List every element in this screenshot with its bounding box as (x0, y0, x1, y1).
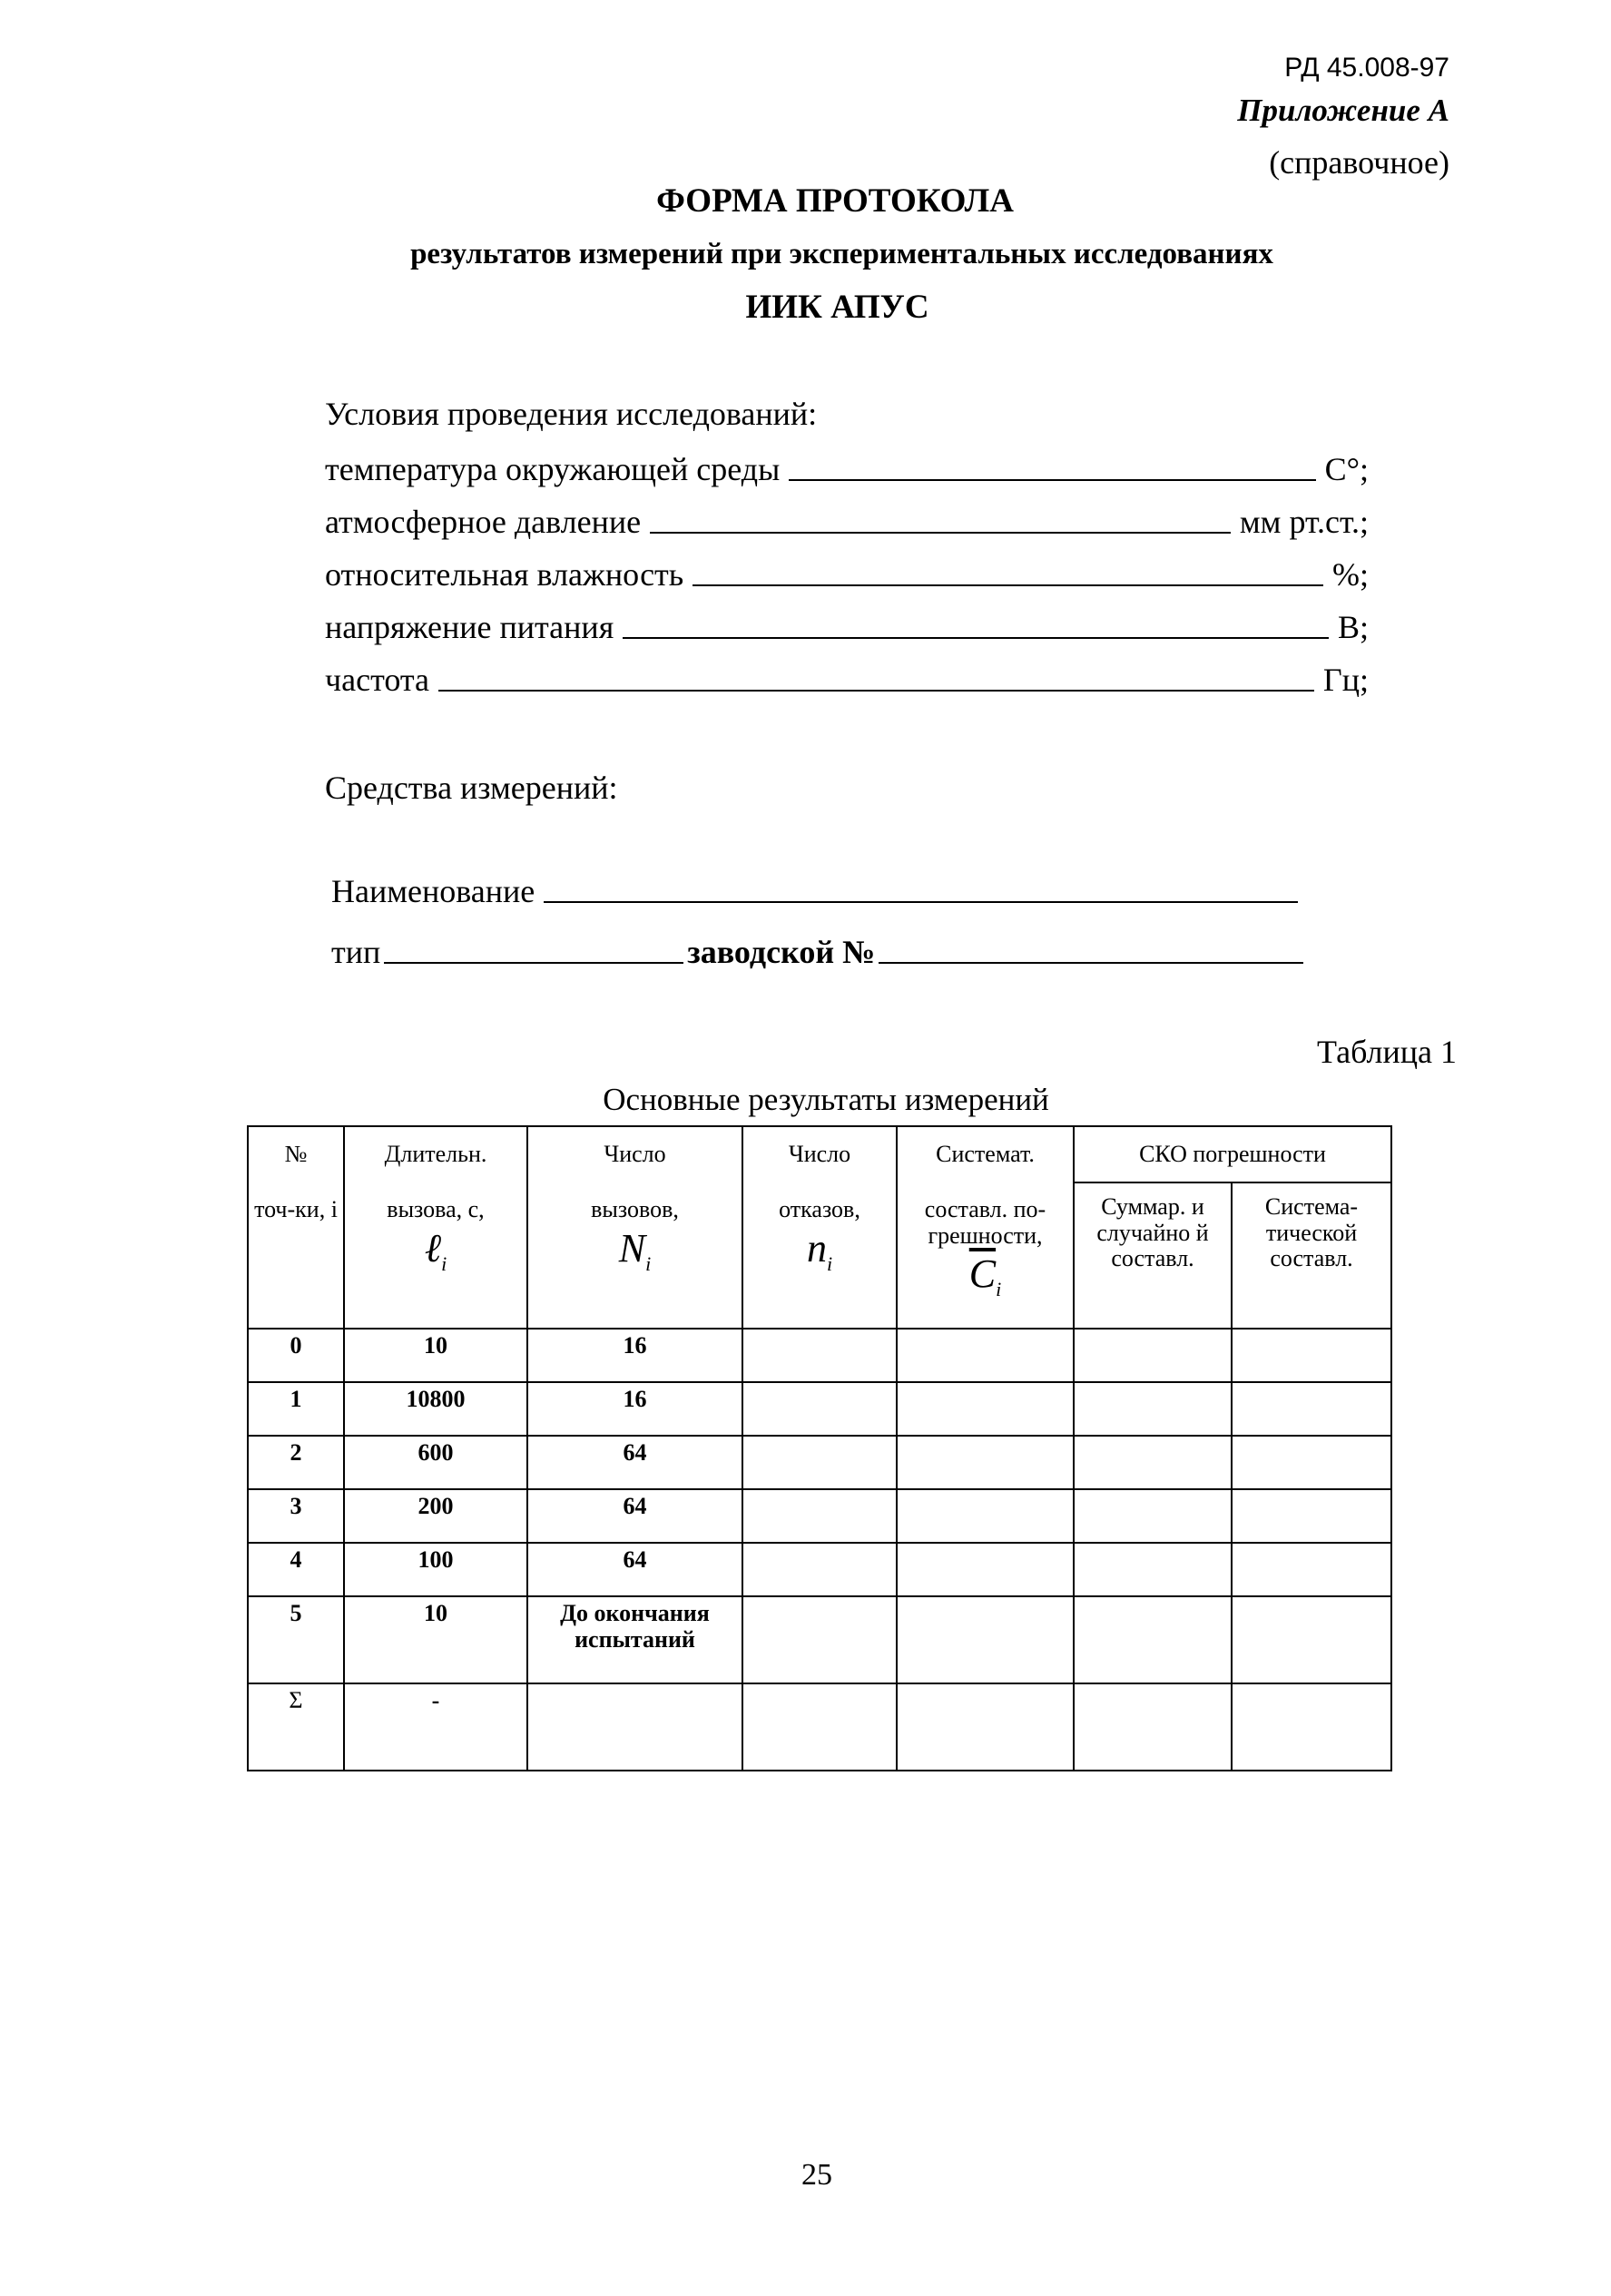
table-header-row (248, 1126, 1391, 1182)
cell-point: 0 (248, 1329, 344, 1382)
failures-symbol: $n_i$ (806, 1225, 833, 1275)
table-caption: Основные результаты измерений (603, 1082, 1049, 1117)
cell-systematic[interactable] (897, 1382, 1074, 1436)
cell-sko-systematic[interactable] (1232, 1683, 1391, 1771)
voltage-unit: В; (1337, 609, 1369, 645)
cell-calls: 64 (527, 1436, 742, 1489)
cell-point: 4 (248, 1543, 344, 1596)
sko-total-header: Суммар. и случайно й составл. (1074, 1182, 1232, 1329)
cell-duration: 600 (344, 1436, 527, 1489)
table-row (248, 1489, 1391, 1543)
calls-symbol: $N_i$ (618, 1225, 652, 1275)
cell-sko-total[interactable] (1074, 1329, 1232, 1382)
cell-systematic[interactable] (897, 1436, 1074, 1489)
cell-failures[interactable] (742, 1489, 897, 1543)
humidity-unit: %; (1332, 556, 1369, 593)
cell-duration: 10 (344, 1329, 527, 1382)
cell-systematic[interactable] (897, 1543, 1074, 1596)
cell-sko-total[interactable] (1074, 1543, 1232, 1596)
temperature-field[interactable] (325, 445, 1369, 488)
sko-systematic-header: Система-тической составл. (1232, 1182, 1391, 1329)
conditions-heading: Условия проведения исследований: (325, 396, 818, 432)
cell-systematic[interactable] (897, 1596, 1074, 1683)
humidity-label: относительная влажность (325, 556, 684, 593)
page-number: 25 (801, 2158, 832, 2192)
temperature-blank[interactable] (789, 478, 1315, 481)
cell-calls: До окончания испытаний (527, 1596, 742, 1683)
form-title: ФОРМА ПРОТОКОЛА (656, 182, 1014, 220)
frequency-blank[interactable] (438, 689, 1314, 692)
col-point-subheader: точ-ки, i (248, 1182, 344, 1329)
cell-calls: 64 (527, 1489, 742, 1543)
table-row (248, 1436, 1391, 1489)
appendix-label: Приложение А (1237, 93, 1449, 128)
table-row (248, 1382, 1391, 1436)
instrument-name-field[interactable] (331, 867, 1307, 910)
col-point-header: № (248, 1126, 344, 1182)
cell-calls: 64 (527, 1543, 742, 1596)
col-calls-header: Число (527, 1126, 742, 1182)
cell-failures[interactable] (742, 1543, 897, 1596)
cell-duration: 100 (344, 1543, 527, 1596)
form-subtitle: результатов измерений при экспериментальных исследованиях (410, 238, 1273, 270)
cell-sko-total[interactable] (1074, 1382, 1232, 1436)
instrument-name-label: Наименование (331, 873, 535, 909)
temperature-unit: C°; (1324, 451, 1369, 487)
cell-sko-systematic[interactable] (1232, 1329, 1391, 1382)
instrument-type-blank[interactable] (384, 961, 683, 964)
pressure-field[interactable] (325, 497, 1369, 541)
cell-systematic[interactable] (897, 1683, 1074, 1771)
cell-sko-systematic[interactable] (1232, 1382, 1391, 1436)
col-calls-subheader: вызовов, $N_i$ (527, 1182, 742, 1329)
results-table (247, 1125, 1392, 1771)
col-failures-header: Число (742, 1126, 897, 1182)
instrument-type-label: тип (331, 934, 381, 970)
col-systematic-subheader: составл. по-грешности, $\overline{C}_i$ (897, 1182, 1074, 1329)
instrument-name-blank[interactable] (544, 900, 1298, 903)
frequency-unit: Гц; (1322, 662, 1369, 698)
table-row (248, 1596, 1391, 1683)
cell-point: 5 (248, 1596, 344, 1683)
document-code: РД 45.008-97 (1284, 53, 1449, 83)
cell-sko-total[interactable] (1074, 1596, 1232, 1683)
cell-duration: 10 (344, 1596, 527, 1683)
cell-duration: 10800 (344, 1382, 527, 1436)
serial-number-blank[interactable] (879, 961, 1303, 964)
pressure-label: атмосферное давление (325, 504, 642, 540)
cell-sko-systematic[interactable] (1232, 1596, 1391, 1683)
temperature-label: температура окружающей среды (325, 451, 781, 487)
cell-duration: 200 (344, 1489, 527, 1543)
frequency-field[interactable] (325, 655, 1369, 699)
cell-systematic[interactable] (897, 1329, 1074, 1382)
cell-failures[interactable] (742, 1683, 897, 1771)
voltage-field[interactable] (325, 603, 1369, 646)
instruments-heading: Средства измерений: (325, 770, 618, 806)
cell-sko-systematic[interactable] (1232, 1543, 1391, 1596)
cell-failures[interactable] (742, 1596, 897, 1683)
cell-sko-total[interactable] (1074, 1683, 1232, 1771)
table-row (248, 1329, 1391, 1382)
serial-number-label: заводской № (687, 934, 876, 970)
pressure-unit: мм рт.ст.; (1239, 504, 1369, 540)
cell-failures[interactable] (742, 1329, 897, 1382)
col-systematic-header: Системат. (897, 1126, 1074, 1182)
humidity-field[interactable] (325, 550, 1369, 594)
system-name: ИИК АПУС (745, 289, 929, 326)
col-failures-subheader: отказов, $n_i$ (742, 1182, 897, 1329)
frequency-label: частота (325, 662, 429, 698)
pressure-blank[interactable] (650, 531, 1231, 534)
cell-point: 3 (248, 1489, 344, 1543)
cell-failures[interactable] (742, 1382, 897, 1436)
cell-systematic[interactable] (897, 1489, 1074, 1543)
cell-sko-total[interactable] (1074, 1436, 1232, 1489)
cell-point: Σ (248, 1683, 344, 1771)
cell-duration: - (344, 1683, 527, 1771)
humidity-blank[interactable] (693, 584, 1323, 586)
col-duration-subheader: вызова, с, ℓ$_i$ (344, 1182, 527, 1329)
cell-sko-total[interactable] (1074, 1489, 1232, 1543)
cell-failures[interactable] (742, 1436, 897, 1489)
appendix-type: (справочное) (1269, 144, 1449, 181)
cell-sko-systematic[interactable] (1232, 1436, 1391, 1489)
cell-sko-systematic[interactable] (1232, 1489, 1391, 1543)
systematic-symbol: $\overline{C}_i$ (968, 1251, 1002, 1300)
instrument-type-field[interactable] (331, 927, 1307, 971)
table-subheader-row (248, 1182, 1391, 1329)
cell-calls[interactable] (527, 1683, 742, 1771)
cell-calls: 16 (527, 1329, 742, 1382)
col-duration-header: Длительн. (344, 1126, 527, 1182)
cell-calls: 16 (527, 1382, 742, 1436)
table-total-row (248, 1683, 1391, 1771)
table-number: Таблица 1 (1317, 1034, 1457, 1070)
cell-point: 1 (248, 1382, 344, 1436)
sko-group-header: СКО погрешности (1074, 1126, 1391, 1182)
voltage-label: напряжение питания (325, 609, 614, 645)
voltage-blank[interactable] (623, 636, 1329, 639)
cell-point: 2 (248, 1436, 344, 1489)
duration-symbol: ℓ$_i$ (424, 1225, 447, 1275)
table-row (248, 1543, 1391, 1596)
